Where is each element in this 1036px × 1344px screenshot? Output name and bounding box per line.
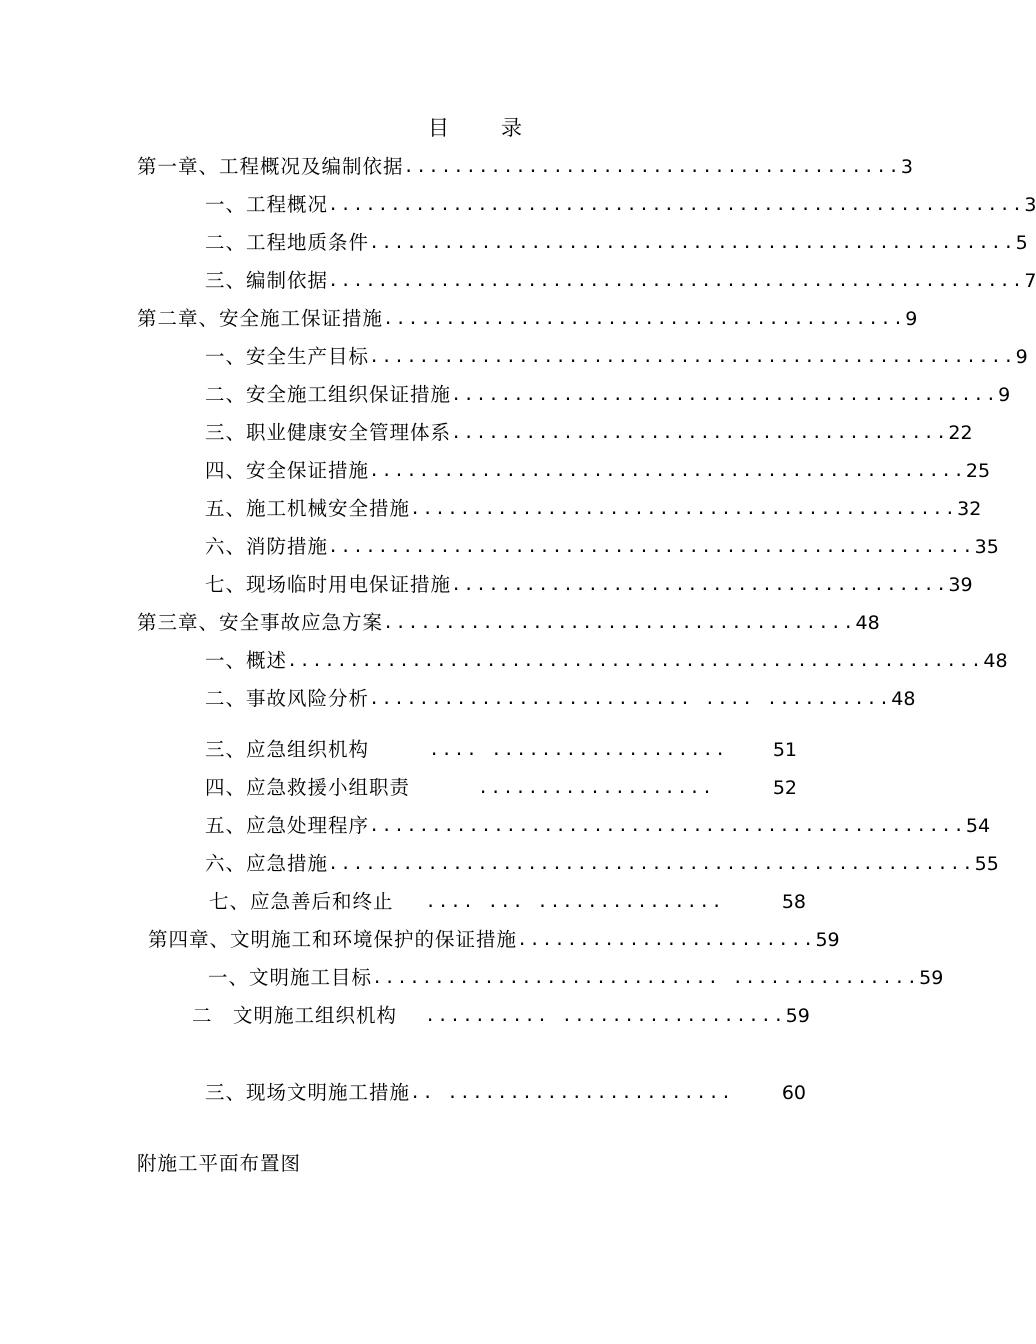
toc-entry-label: 七、应急善后和终止 xyxy=(209,890,394,913)
toc-page-number: 9 xyxy=(905,308,918,330)
toc-entry-label: 五、应急处理程序 xyxy=(205,814,370,837)
toc-page-number: 22 xyxy=(948,422,973,444)
toc-leader-dots: ........................................ xyxy=(451,575,949,595)
toc-entry[interactable] xyxy=(205,266,1036,296)
toc-page-number: 39 xyxy=(948,574,973,596)
toc-page-number: 54 xyxy=(965,815,991,837)
toc-leader-dots: ................... xyxy=(478,778,715,798)
toc-leader-dots: .................................................... xyxy=(328,854,975,874)
toc-entry-label: 一、安全生产目标 xyxy=(205,345,370,368)
toc-entry[interactable] xyxy=(205,684,916,714)
toc-page-number: 32 xyxy=(957,498,982,520)
toc-leader-dots: ........................................ xyxy=(403,157,901,177)
toc-leader-dots: ............................................ xyxy=(451,385,999,405)
toc-entry-label: 七、现场临时用电保证措施 xyxy=(205,573,452,596)
toc-entry[interactable] xyxy=(205,811,991,841)
toc-leader-dots: ........................................ xyxy=(451,423,949,443)
toc-entry[interactable] xyxy=(205,380,1011,410)
toc-page-number: 60 xyxy=(781,1082,806,1104)
toc-leader-dots: .......................................... xyxy=(383,309,906,329)
toc-leader-dots: .................................................... xyxy=(369,347,1016,367)
toc-entry-label: 二、事故风险分析 xyxy=(205,687,370,710)
toc-leader-dots: .... ................... xyxy=(429,740,728,760)
toc-page-number: 51 xyxy=(772,739,797,761)
toc-entry-label: 第四章、文明施工和环境保护的保证措施 xyxy=(148,928,518,951)
toc-page-number: 52 xyxy=(772,777,797,799)
toc-leader-dots: ........................................................ xyxy=(328,271,1025,291)
toc-page-number: 9 xyxy=(1015,346,1028,368)
toc-leader-dots: .......................... .... .......... xyxy=(369,689,892,709)
toc-entry[interactable] xyxy=(205,773,797,803)
toc-title-left: 目 xyxy=(428,116,449,140)
toc-page-number: 59 xyxy=(815,929,840,951)
toc-title-right: 录 xyxy=(501,116,522,140)
toc-entry-label: 四、应急救援小组职责 xyxy=(205,776,411,799)
toc-entry-label: 六、消防措施 xyxy=(205,535,329,558)
toc-entry[interactable] xyxy=(205,735,797,765)
toc-leader-dots: ................................................ xyxy=(369,816,966,836)
toc-entry[interactable] xyxy=(205,1078,806,1108)
toc-page-number: 3 xyxy=(900,156,914,178)
toc-entry-chapter-2[interactable] xyxy=(137,304,918,334)
toc-page-number: 25 xyxy=(965,460,991,482)
toc-leader-dots: .. ....................... xyxy=(410,1083,734,1103)
toc-page-number: 59 xyxy=(919,967,944,989)
toc-page-number: 48 xyxy=(891,688,916,710)
toc-entry-label: 一、概述 xyxy=(205,649,288,672)
toc-leader-dots: ........................................................ xyxy=(287,651,984,671)
toc-entry-label: 第二章、安全施工保证措施 xyxy=(137,307,384,330)
toc-entry-label: 第三章、安全事故应急方案 xyxy=(137,611,384,634)
toc-entry[interactable] xyxy=(208,963,944,993)
toc-leader-dots: ...................................... xyxy=(383,613,856,633)
toc-entry-label: 二、安全施工组织保证措施 xyxy=(205,383,452,406)
toc-entry-chapter-1[interactable] xyxy=(137,152,914,182)
toc-page-number: 7 xyxy=(1024,270,1036,292)
toc-entry[interactable] xyxy=(205,228,1028,258)
toc-entry[interactable] xyxy=(205,646,1008,676)
toc-page-number: 35 xyxy=(974,536,999,558)
toc-leader-dots: ............................................ xyxy=(410,499,958,519)
toc-entry[interactable] xyxy=(205,887,806,917)
toc-title xyxy=(0,112,950,142)
toc-leader-dots: ........................................................ xyxy=(328,195,1025,215)
toc-page-number: 48 xyxy=(983,650,1008,672)
toc-page-number: 59 xyxy=(785,1005,810,1027)
toc-page-number: 3 xyxy=(1024,194,1036,216)
toc-page-number: 5 xyxy=(1015,232,1028,254)
toc-entry-label: 一、文明施工目标 xyxy=(208,966,373,989)
toc-entry-label: 四、安全保证措施 xyxy=(205,459,370,482)
toc-entry-label: 二、工程地质条件 xyxy=(205,231,370,254)
toc-entry[interactable] xyxy=(205,494,982,524)
toc-entry[interactable] xyxy=(205,570,973,600)
toc-leader-dots: .... ... ............... xyxy=(425,892,724,912)
appendix-line: 附施工平面布置图 xyxy=(137,1152,302,1175)
toc-leader-dots: ................................................ xyxy=(369,461,966,481)
toc-entry-label: 三、应急组织机构 xyxy=(205,738,370,761)
toc-page-number: 48 xyxy=(855,612,880,634)
toc-entry[interactable] xyxy=(205,456,991,486)
toc-entry-label: 一、工程概况 xyxy=(205,193,329,216)
toc-entry[interactable] xyxy=(205,532,999,562)
toc-entry-label: 三、职业健康安全管理体系 xyxy=(205,421,452,444)
toc-leader-dots: ........................ xyxy=(517,930,816,950)
toc-entry-label: 三、现场文明施工措施 xyxy=(205,1081,411,1104)
toc-page-number: 58 xyxy=(781,891,806,913)
toc-entry[interactable] xyxy=(205,190,1036,220)
toc-leader-dots: ............................ ............... xyxy=(372,968,920,988)
toc-leader-dots: .................................................... xyxy=(369,233,1016,253)
toc-entry[interactable] xyxy=(205,418,973,448)
toc-entry-chapter-4[interactable] xyxy=(148,925,840,955)
toc-leader-dots: .......... .................. xyxy=(425,1006,786,1026)
toc-entry-chapter-3[interactable] xyxy=(137,608,880,638)
toc-page-number: 55 xyxy=(974,853,999,875)
toc-entry[interactable] xyxy=(205,849,999,879)
toc-entry-label: 五、施工机械安全措施 xyxy=(205,497,411,520)
toc-entry-label: 二 文明施工组织机构 xyxy=(192,1004,398,1027)
toc-page-number: 9 xyxy=(998,384,1011,406)
toc-leader-dots: .................................................... xyxy=(328,537,975,557)
toc-entry-label: 第一章、工程概况及编制依据 xyxy=(137,155,404,178)
toc-entry[interactable] xyxy=(192,1001,810,1031)
toc-entry[interactable] xyxy=(205,342,1028,372)
toc-entry-label: 六、应急措施 xyxy=(205,852,329,875)
toc-entry-label: 三、编制依据 xyxy=(205,269,329,292)
